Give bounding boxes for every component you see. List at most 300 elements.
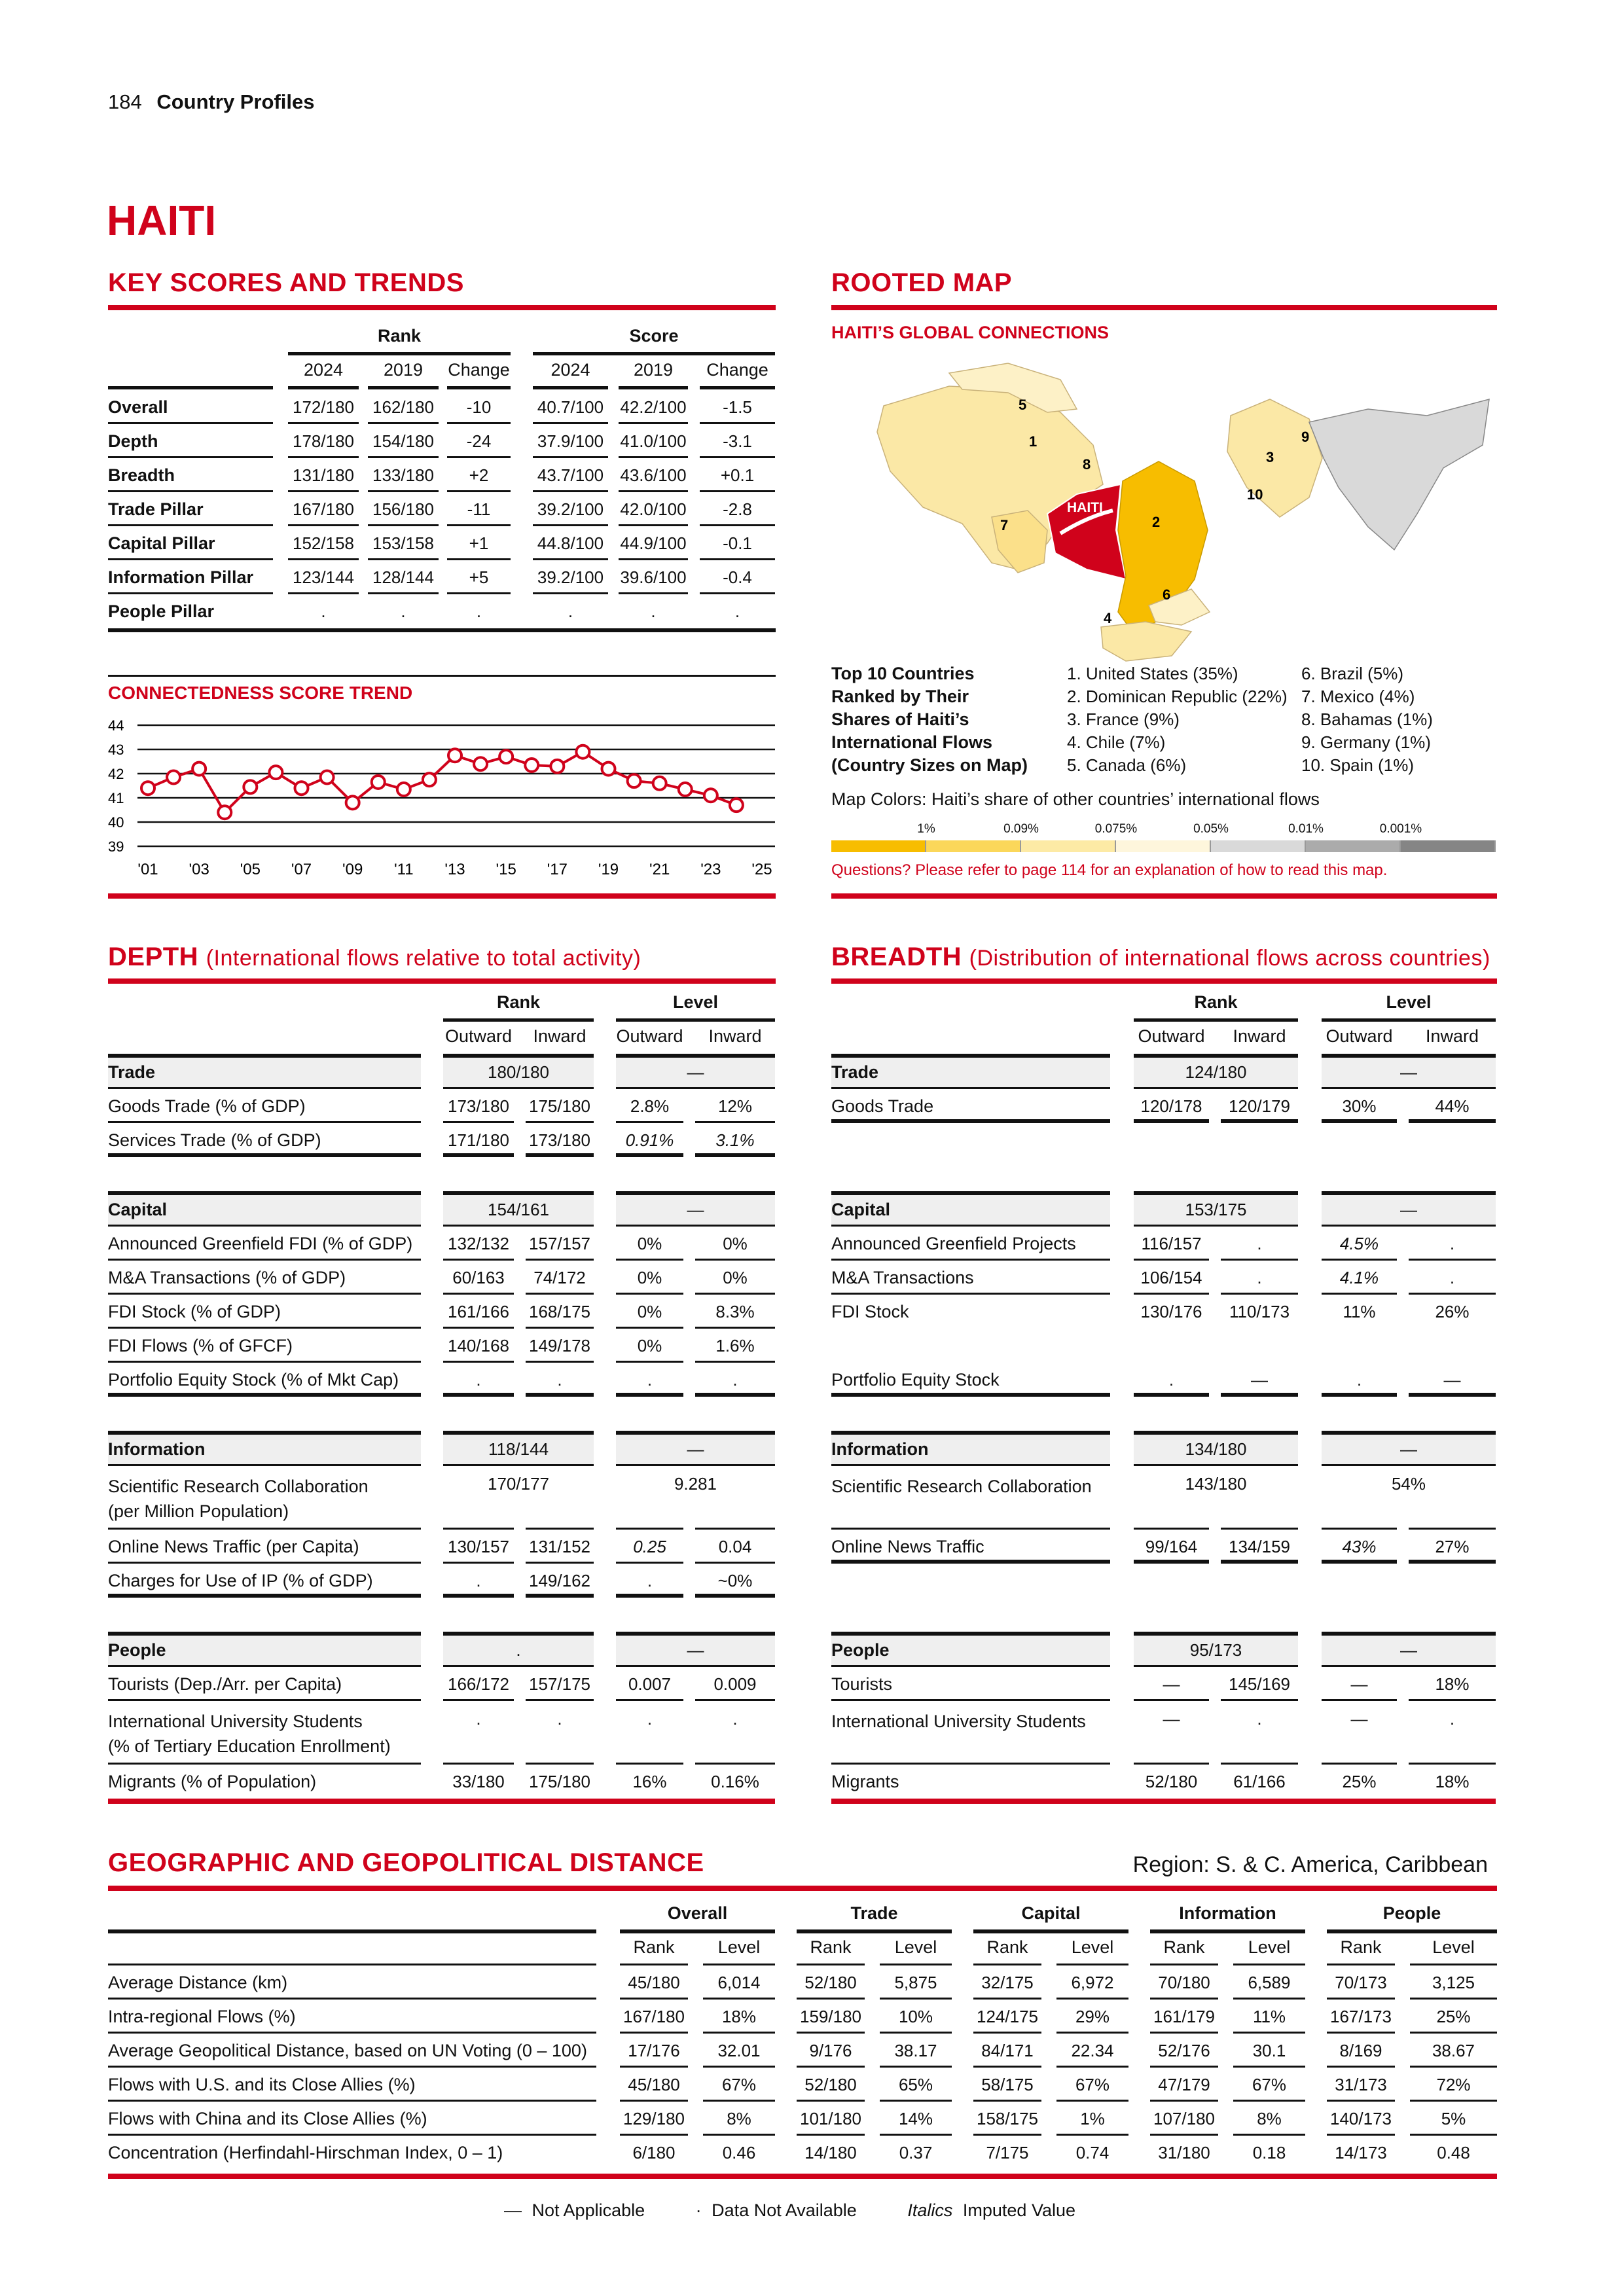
score-cell: .	[734, 601, 740, 621]
geo-level: 6,014	[717, 1972, 761, 1992]
x-tick-label: '11	[394, 861, 414, 878]
score-cell: -0.4	[723, 567, 752, 587]
key-scores-title: KEY SCORES AND TRENDS	[108, 268, 464, 297]
outward-header: Outward	[1326, 1026, 1393, 1046]
score-cell: 43.7/100	[537, 465, 604, 485]
level-value: .	[647, 1709, 653, 1729]
table-rule	[533, 386, 608, 389]
row-label: Depth	[108, 431, 158, 451]
row-label: Goods Trade	[831, 1096, 934, 1116]
rank-value: 168/175	[529, 1301, 590, 1321]
trend-point	[321, 771, 334, 784]
map-label-7: 7	[1000, 517, 1009, 533]
page-number: 184	[108, 90, 142, 113]
legend-swatch	[926, 840, 1021, 852]
geo-level: 38.17	[894, 2040, 937, 2060]
x-tick-label: '23	[700, 861, 721, 878]
map-label-haiti: HAITI	[1067, 500, 1103, 515]
level-value: .	[1449, 1233, 1455, 1253]
rank-value: 130/176	[1140, 1301, 1202, 1321]
map-label-3: 3	[1266, 449, 1274, 465]
geo-rank: 8/169	[1339, 2040, 1382, 2060]
level-value: .	[1449, 1709, 1455, 1729]
inward-header: Inward	[1425, 1026, 1479, 1046]
table-rule	[620, 1929, 775, 1933]
trend-point	[704, 789, 717, 802]
group-level: —	[1322, 1435, 1496, 1464]
geo-level: 5,875	[894, 1972, 937, 1992]
geo-group-header: Capital	[1021, 1903, 1081, 1923]
column-header: Change	[448, 360, 510, 380]
level-value: 4.1%	[1339, 1267, 1379, 1287]
x-tick-label: '07	[291, 861, 312, 878]
level-value: .	[732, 1709, 738, 1729]
row-label: Overall	[108, 397, 168, 417]
score-cell: .	[476, 601, 482, 621]
score-cell: 44.8/100	[537, 533, 604, 553]
depth-subtitle: (International flows relative to total activity)	[206, 946, 641, 971]
table-rule	[108, 386, 273, 389]
level-value: .	[647, 1369, 653, 1390]
table-rule	[443, 1393, 514, 1397]
table-rule	[831, 1560, 1110, 1564]
final-rule	[831, 1799, 1496, 1804]
table-rule	[1322, 1119, 1397, 1123]
group-rank: 154/161	[443, 1195, 594, 1225]
y-tick-label: 41	[108, 790, 124, 806]
column-header: 2024	[303, 360, 344, 380]
top10-item: 2. Dominican Republic (22%)	[1067, 687, 1288, 706]
score-cell: -3.1	[723, 431, 752, 451]
map-colors-caption: Map Colors: Haiti’s share of other countries’ international flows	[831, 789, 1320, 809]
country-title: HAITI	[107, 197, 217, 244]
table-rule	[616, 1018, 775, 1022]
table-rule	[695, 1594, 775, 1598]
legend-tick: 0.001%	[1379, 822, 1422, 836]
rank-value: .	[557, 1709, 562, 1729]
rank-value: 110/173	[1229, 1301, 1290, 1321]
table-rule	[443, 1594, 514, 1598]
top10-item: 5. Canada (6%)	[1067, 755, 1187, 775]
score-cell: 43.6/100	[620, 465, 687, 485]
level-header: Level	[1386, 992, 1432, 1012]
top10-item: 9. Germany (1%)	[1301, 732, 1431, 752]
rank-value: 60/163	[452, 1267, 505, 1287]
rank-value: 130/157	[448, 1536, 509, 1556]
geo-rank: 167/180	[623, 2006, 685, 2026]
row-label: Tourists (Dep./Arr. per Capita)	[108, 1674, 342, 1694]
level-value: 0.16%	[711, 1771, 759, 1791]
table-rule	[108, 628, 776, 632]
level-value: .	[1356, 1369, 1362, 1390]
chart-bottom-rule	[108, 893, 776, 899]
y-tick-label: 40	[108, 814, 124, 831]
score-cell: 41.0/100	[620, 431, 687, 451]
geo-rank: 32/175	[981, 1972, 1034, 1992]
table-rule	[108, 1594, 421, 1598]
group-level: —	[1322, 1058, 1496, 1087]
chart-title: CONNECTEDNESS SCORE TREND	[108, 683, 413, 703]
top10-item: 10. Spain (1%)	[1301, 755, 1414, 775]
map-label-1: 1	[1029, 433, 1038, 450]
row-label: Portfolio Equity Stock (% of Mkt Cap)	[108, 1370, 399, 1390]
rank-value: .	[476, 1570, 481, 1590]
trend-line	[148, 752, 736, 813]
legend-swatch	[831, 840, 926, 852]
score-cell: .	[651, 601, 656, 621]
table-rule	[973, 1929, 1128, 1933]
score-cell: 154/180	[372, 431, 434, 451]
geo-rank: 31/180	[1158, 2142, 1210, 2162]
level-value: 25%	[1342, 1771, 1377, 1791]
level-value: 0%	[637, 1233, 662, 1253]
geo-rank: 47/179	[1158, 2074, 1210, 2094]
geo-level: 32.01	[717, 2040, 761, 2060]
geo-rank: 6/180	[632, 2142, 676, 2162]
level-value: 18%	[1435, 1674, 1470, 1694]
trend-point	[525, 759, 538, 772]
trend-point	[167, 771, 180, 784]
group-level: —	[616, 1058, 775, 1087]
y-tick-label: 44	[108, 717, 124, 734]
table-rule	[619, 386, 688, 389]
rank-value: 161/166	[448, 1301, 509, 1321]
rank-value: 116/157	[1141, 1233, 1202, 1253]
legend-swatch	[1306, 840, 1401, 852]
geo-level: 67%	[1075, 2074, 1110, 2094]
geo-level: 1%	[1080, 2108, 1105, 2128]
score-cell: 37.9/100	[537, 431, 604, 451]
level-value: 0.007	[628, 1674, 672, 1694]
group-label: People	[108, 1636, 421, 1665]
table-rule	[1322, 1393, 1397, 1397]
table-rule	[1150, 1929, 1305, 1933]
rank-value: .	[476, 1369, 481, 1390]
table-rule	[1134, 1560, 1209, 1564]
score-cell: .	[401, 601, 406, 621]
map-label-6: 6	[1163, 586, 1171, 603]
level-value: 8.3%	[715, 1301, 755, 1321]
row-label: International University Students (% of Tertiary Education Enrollment)	[108, 1712, 391, 1756]
table-rule	[831, 1119, 1110, 1123]
rank-value: .	[1257, 1709, 1262, 1729]
top10-item: 6. Brazil (5%)	[1301, 664, 1404, 683]
x-tick-label: '03	[189, 861, 209, 878]
row-label: Goods Trade (% of GDP)	[108, 1096, 306, 1116]
table-rule	[1134, 1018, 1298, 1022]
rank-value: 120/179	[1229, 1096, 1290, 1116]
score-cell: -11	[467, 499, 491, 519]
score-cell: 44.9/100	[620, 533, 687, 553]
outward-header: Outward	[1138, 1026, 1205, 1046]
table-rule	[797, 1929, 952, 1933]
breadth-subtitle: (Distribution of international flows across countries)	[969, 946, 1490, 971]
rank-value: 170/177	[488, 1474, 549, 1494]
map-france	[1227, 399, 1322, 517]
level-value: 4.5%	[1339, 1233, 1379, 1253]
level-value: 0%	[723, 1267, 748, 1287]
row-label: Services Trade (% of GDP)	[108, 1130, 321, 1150]
rank-header: Rank	[633, 1937, 675, 1957]
table-rule	[1322, 1018, 1496, 1022]
x-tick-label: '25	[751, 861, 772, 878]
outward-header: Outward	[444, 1026, 513, 1046]
score-cell: 39.2/100	[537, 567, 604, 587]
level-value: 0.009	[713, 1674, 757, 1694]
score-cell: .	[568, 601, 573, 621]
x-tick-label: '19	[598, 861, 619, 878]
rank-value: 173/180	[529, 1130, 590, 1150]
score-cell: 42.0/100	[620, 499, 687, 519]
map-europe-other	[1309, 399, 1489, 550]
geo-rank: 52/180	[804, 1972, 857, 1992]
geo-final-rule	[108, 2174, 1497, 2179]
row-label: Tourists	[831, 1674, 893, 1694]
geo-rank: 167/173	[1330, 2006, 1392, 2026]
level-value: 1.6%	[715, 1335, 755, 1355]
table-rule	[108, 1393, 421, 1397]
geo-level: 25%	[1436, 2006, 1471, 2026]
top10-item: 7. Mexico (4%)	[1301, 687, 1415, 706]
trend-point	[192, 762, 206, 776]
geo-row-label: Intra-regional Flows (%)	[108, 2006, 296, 2026]
row-label: FDI Stock (% of GDP)	[108, 1302, 281, 1321]
geo-level: 14%	[898, 2108, 933, 2128]
rank-value: 173/180	[448, 1096, 509, 1116]
map-label-5: 5	[1019, 397, 1027, 413]
geo-region: Region: S. & C. America, Caribbean	[1132, 1852, 1488, 1877]
geo-rank: 52/176	[1158, 2040, 1210, 2060]
geo-level: 8%	[727, 2108, 751, 2128]
level-header: Level	[672, 992, 719, 1012]
geo-rank: 158/175	[977, 2108, 1038, 2128]
table-rule	[700, 386, 775, 389]
row-label: Online News Traffic	[831, 1537, 984, 1556]
trend-point	[679, 783, 692, 796]
geo-level: 67%	[1252, 2074, 1287, 2094]
map-note: Questions? Please refer to page 114 for an explanation of how to read this map.	[831, 861, 1388, 879]
table-rule	[1409, 1393, 1496, 1397]
geo-level: 0.18	[1252, 2142, 1286, 2162]
score-cell: 39.6/100	[620, 567, 687, 587]
italic-symbol: Italics	[907, 2200, 953, 2220]
rank-value: .	[1257, 1267, 1262, 1287]
table-rule	[1409, 1119, 1496, 1123]
na-label: Not Applicable	[532, 2200, 645, 2220]
trend-point	[653, 777, 666, 790]
geo-level: 18%	[721, 2006, 757, 2026]
map-bottom-rule	[831, 893, 1497, 899]
rank-header: Rank	[1340, 1937, 1382, 1957]
outward-header: Outward	[616, 1026, 683, 1046]
table-rule	[108, 1153, 421, 1157]
column-header: Change	[706, 360, 768, 380]
group-rank: 95/173	[1134, 1636, 1298, 1665]
score-cell: 162/180	[372, 397, 434, 417]
geo-level: 3,125	[1432, 1972, 1475, 1992]
score-cell: .	[321, 601, 326, 621]
rooted-map	[851, 353, 1506, 668]
group-label: Information	[831, 1435, 1110, 1464]
score-cell: +0.1	[720, 465, 755, 485]
map-label-10: 10	[1247, 486, 1263, 503]
row-label: Scientific Research Collaboration (per Million Population)	[108, 1477, 369, 1521]
depth-rule	[108, 978, 776, 984]
level-value: —	[1350, 1674, 1368, 1694]
legend-tick: 0.09%	[1003, 822, 1039, 836]
row-label: M&A Transactions	[831, 1268, 974, 1287]
level-value: 54%	[1391, 1474, 1426, 1494]
geo-level: 67%	[721, 2074, 757, 2094]
table-rule	[1327, 1929, 1497, 1933]
row-label: FDI Stock	[831, 1302, 909, 1321]
geo-title: GEOGRAPHIC AND GEOPOLITICAL DISTANCE	[108, 1848, 704, 1877]
group-label: People	[831, 1636, 1110, 1665]
table-rule	[1134, 1393, 1209, 1397]
rank-value: 120/178	[1140, 1096, 1202, 1116]
row-label: Charges for Use of IP (% of GDP)	[108, 1571, 373, 1590]
dna-symbol: ·	[695, 2200, 702, 2220]
level-value: 43%	[1342, 1536, 1377, 1556]
level-value: 27%	[1435, 1536, 1470, 1556]
legend-swatch	[1401, 840, 1496, 852]
level-value: 44%	[1435, 1096, 1470, 1116]
geo-level: 6,972	[1071, 1972, 1114, 1992]
geo-level: 5%	[1441, 2108, 1466, 2128]
rank-value: 106/154	[1140, 1267, 1202, 1287]
geo-level: 11%	[1252, 2006, 1286, 2026]
x-tick-label: '09	[342, 861, 363, 878]
rank-value: —	[1251, 1369, 1268, 1390]
level-value: 0%	[637, 1335, 662, 1355]
geo-rank: 14/180	[804, 2142, 857, 2162]
trend-point	[730, 798, 743, 812]
row-label: Trade Pillar	[108, 499, 204, 519]
inward-header: Inward	[1233, 1026, 1286, 1046]
rank-value: 157/157	[529, 1233, 590, 1253]
score-cell: 152/158	[293, 533, 354, 553]
geo-rank: 7/175	[986, 2142, 1029, 2162]
level-value: 30%	[1342, 1096, 1377, 1116]
level-value: .	[732, 1369, 738, 1390]
na-symbol: —	[504, 2200, 522, 2220]
table-rule	[1134, 1119, 1209, 1123]
score-cell: 123/144	[293, 567, 354, 587]
table-rule	[526, 1393, 594, 1397]
level-header: Level	[1432, 1937, 1475, 1957]
rank-value: .	[476, 1709, 481, 1729]
rank-value: 131/152	[529, 1536, 590, 1556]
geo-rank: 58/175	[981, 2074, 1034, 2094]
trend-point	[423, 773, 436, 786]
score-group-header: Score	[629, 326, 679, 346]
geo-level: 30.1	[1252, 2040, 1286, 2060]
rank-group-header: Rank	[377, 326, 422, 346]
geo-rank: 140/173	[1330, 2108, 1392, 2128]
trend-point	[295, 781, 308, 795]
geo-group-header: Overall	[667, 1903, 728, 1923]
rank-header: Rank	[1163, 1937, 1205, 1957]
group-rank: 124/180	[1134, 1058, 1298, 1087]
y-tick-label: 43	[108, 742, 124, 758]
rank-value: 149/178	[529, 1335, 590, 1355]
trend-point	[628, 774, 641, 787]
geo-rank: 14/173	[1335, 2142, 1387, 2162]
geo-level: 0.37	[899, 2142, 933, 2162]
table-rule	[831, 1393, 1110, 1397]
geo-level: 29%	[1075, 2006, 1110, 2026]
group-rank: .	[443, 1636, 594, 1665]
trend-point	[372, 776, 385, 789]
score-cell: 39.2/100	[537, 499, 604, 519]
score-cell: 133/180	[372, 465, 434, 485]
level-value: 9.281	[674, 1474, 717, 1494]
row-label: International University Students	[831, 1712, 1086, 1731]
geo-level: 38.67	[1432, 2040, 1475, 2060]
score-cell: +1	[469, 533, 489, 553]
group-rank: 134/180	[1134, 1435, 1298, 1464]
geo-rank: 159/180	[800, 2006, 861, 2026]
table-rule	[368, 386, 439, 389]
level-value: 12%	[717, 1096, 753, 1116]
score-cell: 40.7/100	[537, 397, 604, 417]
table-rule	[533, 352, 775, 355]
geo-rank: 70/180	[1158, 1972, 1210, 1992]
level-value: —	[1443, 1369, 1461, 1390]
score-cell: -24	[466, 431, 492, 451]
trend-point	[218, 806, 231, 819]
rank-header: Rank	[986, 1937, 1028, 1957]
score-cell: -0.1	[723, 533, 752, 553]
rooted-map-rule	[831, 305, 1497, 310]
inward-header: Inward	[533, 1026, 586, 1046]
level-value: 0.04	[718, 1536, 752, 1556]
trend-point	[602, 762, 615, 776]
rank-value: 145/169	[1229, 1674, 1290, 1694]
row-label: FDI Flows (% of GFCF)	[108, 1336, 293, 1355]
geo-rank: 45/180	[628, 1972, 680, 1992]
table-rule	[526, 1594, 594, 1598]
geo-rank: 9/176	[809, 2040, 852, 2060]
top10-heading: Top 10 Countries Ranked by Their Shares of Haiti’s International Flows (Country Sizes on Map)	[831, 664, 1028, 775]
group-label: Trade	[831, 1058, 1110, 1087]
rank-value: 134/159	[1229, 1536, 1290, 1556]
group-rank: 180/180	[443, 1058, 594, 1087]
rank-value: 74/172	[533, 1267, 586, 1287]
rank-value: 175/180	[529, 1096, 590, 1116]
geo-rank: 124/175	[977, 2006, 1038, 2026]
row-label: M&A Transactions (% of GDP)	[108, 1268, 346, 1287]
level-value: 26%	[1435, 1301, 1470, 1321]
group-level: —	[616, 1195, 775, 1225]
map-label-2: 2	[1152, 514, 1161, 530]
legend-tick: 1%	[917, 822, 935, 836]
x-tick-label: '21	[649, 861, 670, 878]
geo-level: 72%	[1436, 2074, 1471, 2094]
x-tick-label: '01	[137, 861, 158, 878]
level-value: 0%	[723, 1233, 748, 1253]
geo-level: 6,589	[1248, 1972, 1291, 1992]
rank-value: .	[557, 1369, 562, 1390]
score-cell: 156/180	[372, 499, 434, 519]
dna-label: Data Not Available	[712, 2200, 857, 2220]
section-name: Country Profiles	[156, 90, 315, 113]
level-value: 3.1%	[715, 1130, 755, 1150]
rank-value: 171/180	[448, 1130, 509, 1150]
row-label: Migrants	[831, 1772, 899, 1791]
row-label: Scientific Research Collaboration	[831, 1477, 1092, 1496]
table-rule	[616, 1594, 683, 1598]
